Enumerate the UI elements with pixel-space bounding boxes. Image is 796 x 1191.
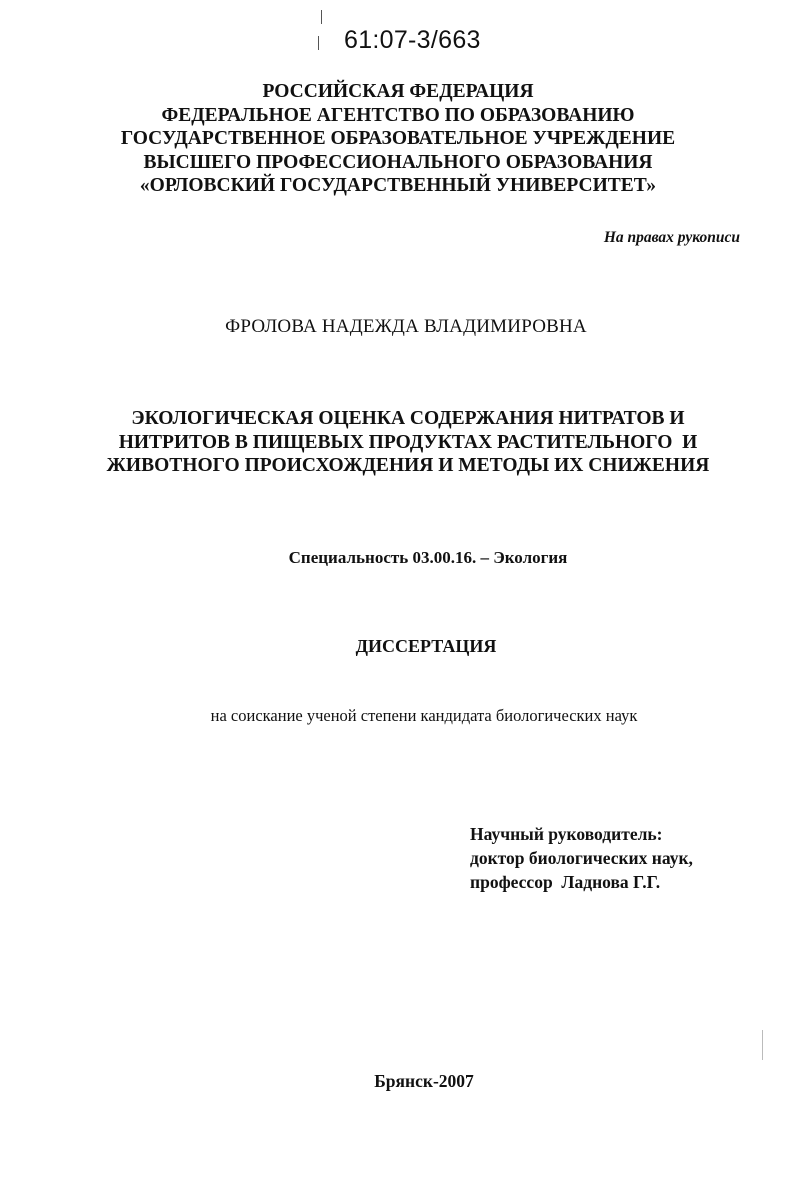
title-line: НИТРИТОВ В ПИЩЕВЫХ ПРОДУКТАХ РАСТИТЕЛЬНОГО И [118, 431, 698, 453]
title-line: ЭКОЛОГИЧЕСКАЯ ОЦЕНКА СОДЕРЖАНИЯ НИТРАТОВ И [131, 408, 685, 429]
manuscript-rights-label: На правах рукописи [603, 229, 740, 246]
supervisor-block [470, 822, 693, 894]
organization-line: ГОСУДАРСТВЕННОЕ ОБРАЗОВАТЕЛЬНОЕ УЧРЕЖДЕНИЕ [120, 128, 676, 149]
organization-line: РОССИЙСКАЯ ФЕДЕРАЦИЯ [262, 81, 534, 102]
organization-line: ФЕДЕРАЛЬНОЕ АГЕНТСТВО ПО ОБРАЗОВАНИЮ [161, 104, 635, 126]
author-name: ФРОЛОВА НАДЕЖДА ВЛАДИМИРОВНА [225, 316, 587, 337]
organization-line: «ОРЛОВСКИЙ ГОСУДАРСТВЕННЫЙ УНИВЕРСИТЕТ» [139, 175, 657, 196]
scan-mark-right [762, 1030, 763, 1060]
supervisor-line: профессор Ладнова Г.Г. [470, 872, 661, 892]
city-year: Брянск-2007 [374, 1071, 474, 1091]
supervisor-line: доктор биологических наук, [470, 848, 693, 868]
organization-line: ВЫСШЕГО ПРОФЕССИОНАЛЬНОГО ОБРАЗОВАНИЯ [143, 151, 653, 173]
specialty-line: Специальность 03.00.16. – Экология [288, 548, 568, 567]
scan-mark-top [321, 10, 322, 24]
catalog-number: 61:07-3/663 [344, 26, 481, 54]
degree-line: на соискание ученой степени кандидата биологических наук [210, 706, 638, 725]
supervisor-line: Научный руководитель: [470, 824, 663, 844]
title-line: ЖИВОТНОГО ПРОИСХОЖДЕНИЯ И МЕТОДЫ ИХ СНИЖЕНИЯ [106, 455, 710, 476]
organization-header [0, 80, 796, 198]
scan-mark-top-left [318, 36, 319, 50]
document-type-heading: ДИССЕРТАЦИЯ [355, 636, 497, 656]
dissertation-title [10, 407, 796, 478]
